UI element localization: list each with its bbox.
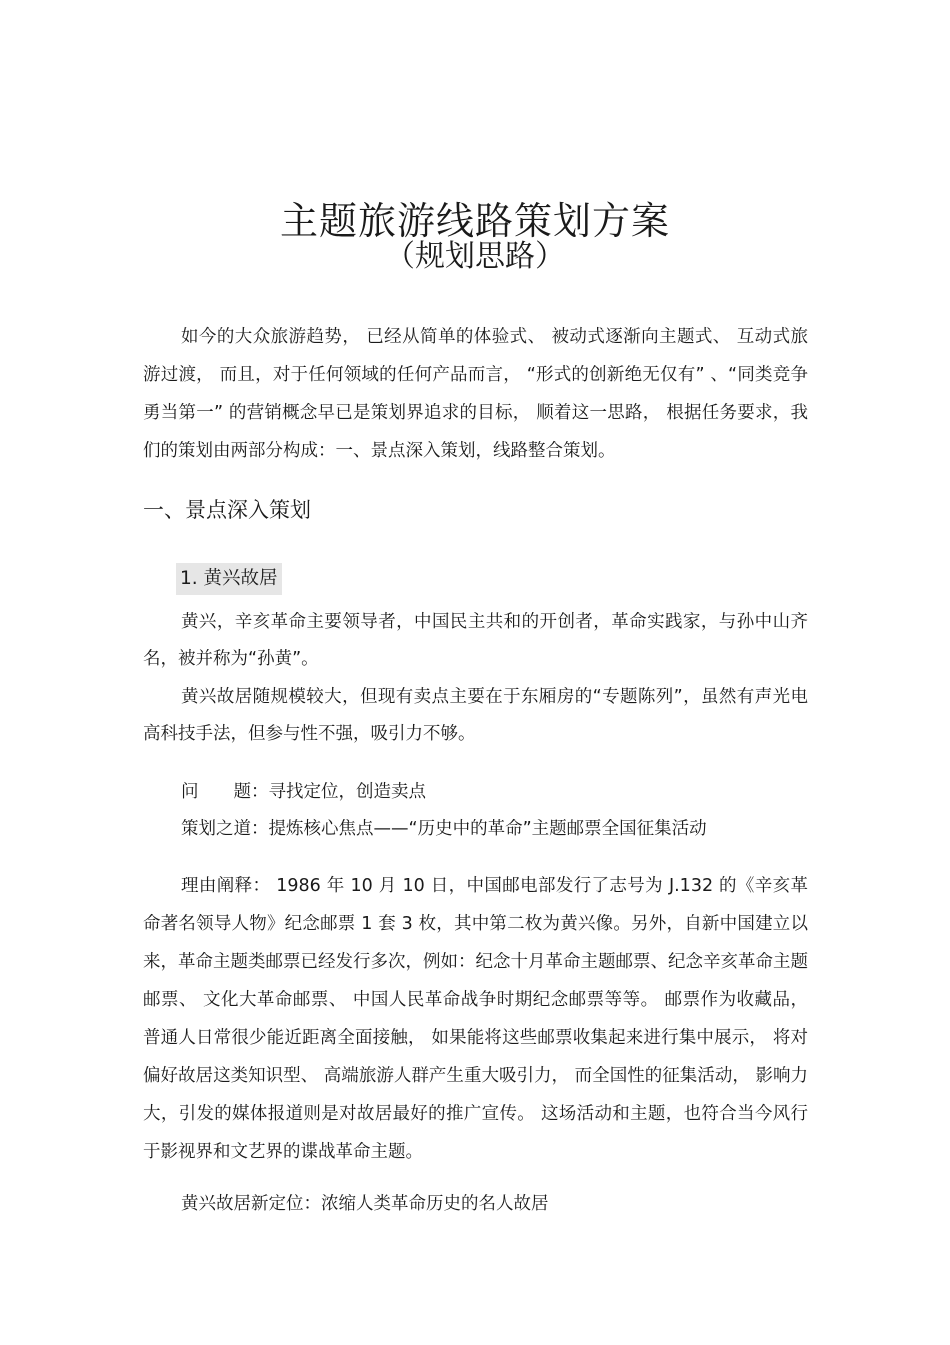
problem-line: 问 题：寻找定位，创造卖点 xyxy=(181,782,426,802)
strategy-line: 策划之道：提炼核心焦点——“历史中的革命”主题邮票全国征集活动 xyxy=(181,819,707,839)
reason-paragraph: 理由阐释： 1986 年 10 月 10 日，中国邮电部发行了志号为 J.132 的《辛亥革命著名领导人物》纪念邮票 1 套 3 枚，其中第二枚为黄兴像。另外，自新中国建立以来，革命主题类邮票已经发行多次，例如：纪念十月革命主题邮票、纪念辛亥革命主题邮票、 文化大革命邮票、 中国人民革命战争时期纪念邮票等等。 邮票作为收藏品， 普通人日常很少能近距离全面接触， 如果能将这些邮票收集起来进行集中展示， 将对偏好故居这类知识型、 高端旅游人群产生重大吸引力， 而全国性的征集活动， 影响力大，引发的媒体报道则是对故居最好的推广宣传。 这场活动和主题，也符合当今风行于影视界和文艺界的谍战革命主题。 xyxy=(143,876,808,1162)
positioning-line: 黄兴故居新定位：浓缩人类革命历史的名人故居 xyxy=(181,1194,549,1214)
paragraph-residence-status: 黄兴故居随规模较大，但现有卖点主要在于东厢房的“专题陈列”，虽然有声光电高科技手法，但参与性不强，吸引力不够。 xyxy=(143,687,808,744)
intro-paragraph: 如今的大众旅游趋势， 已经从简单的体验式、 被动式逐渐向主题式、 互动式旅游过渡， 而且，对于任何领域的任何产品而言， “形式的创新绝无仅有” 、“同类竞争勇当第一” 的营销概念早已是策划界追求的目标， 顺着这一思路， 根据任务要求，我们的策划由两部分构成：一、景点深入策划，线路整合策划。 xyxy=(143,327,808,461)
section-heading: 一、景点深入策划 xyxy=(143,498,311,522)
document-title: 主题旅游线路策划方案 xyxy=(279,199,670,244)
paragraph-huangxing-bio: 黄兴，辛亥革命主要领导者，中国民主共和的开创者，革命实践家，与孙中山齐名，被并称为“孙黄”。 xyxy=(143,612,808,669)
document-subtitle: （规划思路） xyxy=(385,239,565,274)
sub-heading-huangxing: 1. 黄兴故居 xyxy=(176,563,282,595)
